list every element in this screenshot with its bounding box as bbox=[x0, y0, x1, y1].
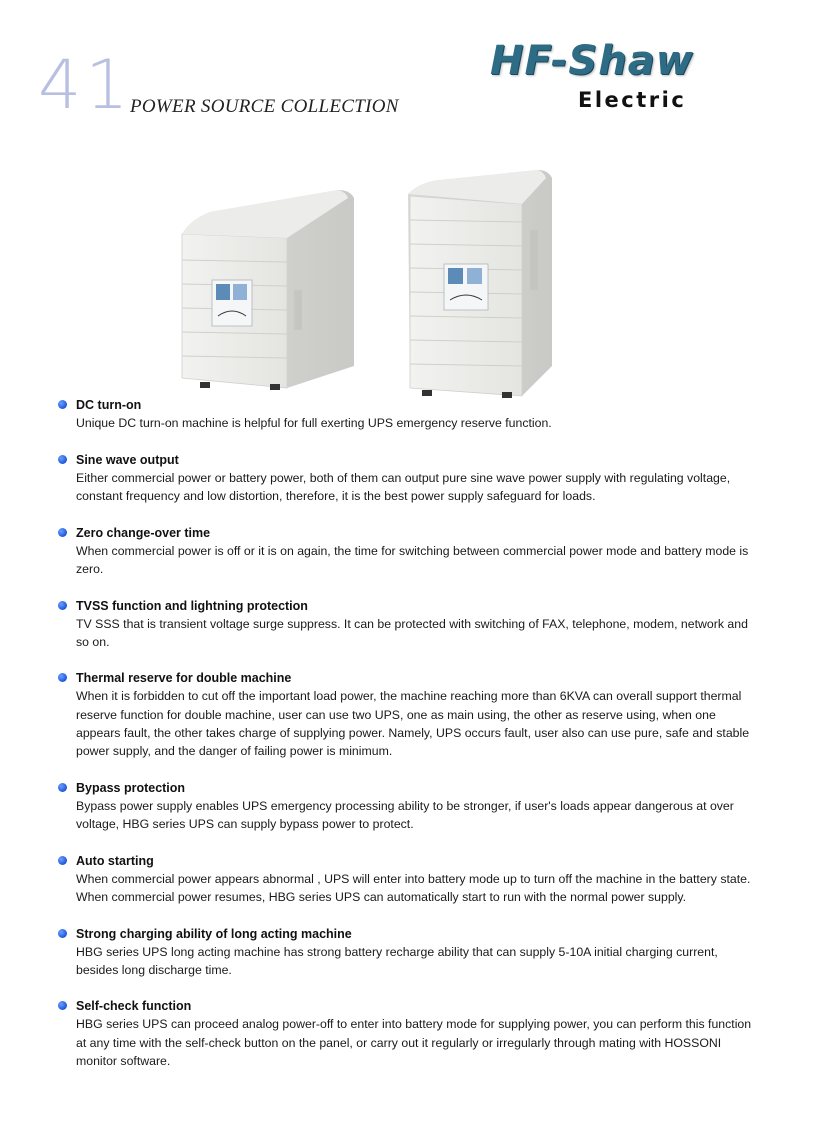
feature-title: Thermal reserve for double machine bbox=[76, 671, 292, 686]
feature-list bbox=[58, 396, 758, 1089]
feature-item bbox=[58, 779, 758, 833]
feature-description: When it is forbidden to cut off the important load power, the machine reaching more than 6KVA can overall support thermal reserve function for double machine, user can use two UPS, one as main using, the other as reserve using, when one appears fault, the other takes charge of supplying power. Namely, UPS occurs fault, user also can use pure, safe and stable power supply, and the danger of failing power is minimum. bbox=[76, 689, 750, 759]
ups-unit-large bbox=[408, 170, 552, 398]
feature-description: HBG series UPS long acting machine has strong battery recharge ability that can supply 5-10A initial charging current, besides long discharge time. bbox=[76, 944, 718, 977]
bullet-dot-icon bbox=[58, 400, 67, 409]
feature-description: When commercial power appears abnormal , UPS will enter into battery mode up to turn off the machine in the battery state. When commercial power resumes, HBG series UPS can automatically start to run with the normal power supply. bbox=[76, 871, 751, 904]
logo-brand-text: HF-Shaw bbox=[490, 38, 694, 84]
feature-item bbox=[58, 669, 758, 760]
feature-item bbox=[58, 396, 758, 432]
feature-title: TVSS function and lightning protection bbox=[76, 598, 308, 613]
bullet-dot-icon bbox=[58, 783, 67, 792]
series-title: POWER SOURCE COLLECTION bbox=[130, 96, 399, 117]
feature-title: Sine wave output bbox=[76, 452, 179, 467]
feature-item bbox=[58, 524, 758, 578]
feature-title: Strong charging ability of long acting machine bbox=[76, 926, 352, 941]
logo-sub-text: Electric bbox=[578, 88, 687, 112]
feature-description: Bypass power supply enables UPS emergency processing ability to be stronger, if user's loads appear dangerous at over voltage, HBG series UPS can supply bypass power to protect. bbox=[76, 798, 734, 831]
feature-description: When commercial power is off or it is on again, the time for switching between commercial power mode and battery mode is zero. bbox=[76, 543, 749, 576]
bullet-dot-icon bbox=[58, 673, 67, 682]
ups-unit-small bbox=[182, 190, 354, 390]
bullet-dot-icon bbox=[58, 1001, 67, 1010]
brand-logo bbox=[486, 38, 736, 118]
ups-product-photo bbox=[170, 160, 570, 400]
bullet-dot-icon bbox=[58, 528, 67, 537]
feature-description: TV SSS that is transient voltage surge suppress. It can be protected with switching of FAX, telephone, modem, network and so on. bbox=[76, 616, 748, 649]
bullet-dot-icon bbox=[58, 929, 67, 938]
feature-title: Zero change-over time bbox=[76, 525, 211, 540]
feature-item bbox=[58, 852, 758, 906]
page-number: 41 bbox=[38, 46, 133, 125]
feature-item bbox=[58, 597, 758, 651]
bullet-dot-icon bbox=[58, 856, 67, 865]
feature-item bbox=[58, 925, 758, 979]
bullet-dot-icon bbox=[58, 455, 67, 464]
feature-description: HBG series UPS can proceed analog power-off to enter into battery mode for supplying power, you can perform this function at any time with the self-check button on the panel, or carry out it regularly or irregularly through mating with HOSSONI monitor software. bbox=[76, 1017, 752, 1068]
feature-item bbox=[58, 451, 758, 505]
feature-title: DC turn-on bbox=[76, 398, 142, 412]
feature-title: Self-check function bbox=[76, 999, 192, 1014]
bullet-dot-icon bbox=[58, 601, 67, 610]
feature-title: Auto starting bbox=[76, 853, 154, 868]
feature-title: Bypass protection bbox=[76, 780, 186, 795]
feature-item bbox=[58, 997, 758, 1070]
feature-description: Either commercial power or battery power, both of them can output pure sine wave power supply with regulating voltage, constant frequency and low distortion, therefore, it is the best power supply safeguard for loads. bbox=[76, 470, 731, 503]
feature-description: Unique DC turn-on machine is helpful for full exerting UPS emergency reserve function. bbox=[76, 416, 552, 430]
